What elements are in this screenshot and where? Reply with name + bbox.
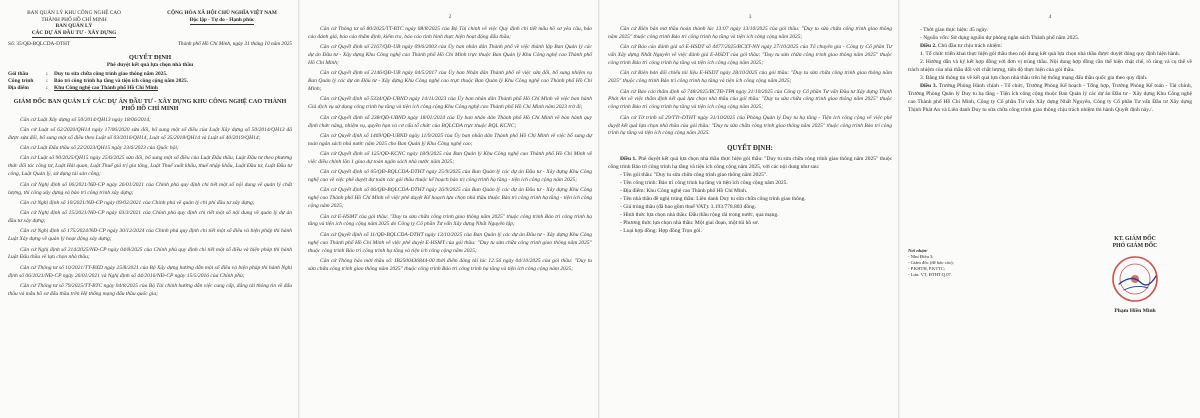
- legal-basis-item: Căn cứ Thông tư số 80/2025/TT-BTC ngày 08/8/2025 của Bộ Tài chính về việc Quy định chi tiết mẫu hồ sơ yêu cầu, báo cáo đánh giá, báo cáo thẩm định, kiểm tra, báo cáo tình hình thực hiện hoạt động đấu thầu;: [308, 26, 592, 40]
- page-number: 3: [748, 14, 752, 20]
- legal-basis-item: Căn cứ Báo cáo thẩm định số 748/2025/BCTĐ-TPA ngày 31/10/2025 của Công ty Cổ phần Tư vấn Đầu tư Xây dựng Thịnh Phát An về việc thẩm định kết quả lựa chọn nhà thầu của gói thầu: "Duy tu sửa chữa công trình giao thông năm 2025" thuộc công trình Bảo trì công trình hạ tầng và tiện ích công cộng năm 2025;: [608, 88, 892, 111]
- legal-basis-item: Căn cứ Nghị định số 10/2021/NĐ-CP ngày 09/02/2021 của Chính phủ về quản lý chi phí đầu tư xây dựng;: [20, 199, 255, 206]
- legal-basis-item: Căn cứ Luật Đấu thầu số 22/2023/QH15 ngày 23/6/2023 của Quốc hội;: [20, 145, 179, 152]
- recipients-block: [908, 248, 954, 278]
- letterhead: [8, 10, 292, 38]
- legal-basis-item: Căn cứ Quyết định số 5334/QĐ-UBND ngày 14/11/2023 của Ủy ban nhân dân Thành phố Hồ Chí Minh về việc ban hành Giá dịch vụ sử dụng công trình hạ tầng và tiện ích công cộng Khu Công nghệ cao Thành phố Hồ Chí Minh năm 2023 trở đi;: [308, 96, 592, 111]
- national-motto: Độc lập - Tự do - Hạnh phúc: [190, 17, 255, 25]
- legal-basis-item: Căn cứ Quyết định số 1469/QĐ-UBND ngày 11/9/2025 của Ủy ban nhân dân Thành phố Hồ Chí Minh về việc bố sung dự toán ngân sách nhà nước năm 2025 cho Ban Quản lý Khu Công nghệ cao;: [308, 132, 592, 147]
- meta-key: Gói thầu: [8, 70, 29, 77]
- agency-line-4: CÁC DỰ ÁN ĐẦU TƯ - XÂY DỰNG: [32, 30, 117, 38]
- article-item: - Tên gói thầu: "Duy tu sửa chữa công trình giao thông năm 2025".: [620, 171, 768, 178]
- agency-line-3: BAN QUẢN LÝ: [55, 23, 93, 30]
- article-item: 1. Tổ chức triển khai thực hiện gói thầu theo nội dung kết quả lựa chọn nhà thầu được duyệt đúng quy định hiện hành.: [920, 51, 1181, 57]
- article-label: Điều 3.: [920, 83, 937, 89]
- article-2-items: [908, 50, 1192, 82]
- legal-basis-item: Căn cứ Nghị định số 06/2021/NĐ-CP ngày 26/01/2021 của Chính phủ quy định chi tiết một số nội dung về quản lý chất lượng, thi công xây dựng và bảo trì công trình xây dựng;: [8, 181, 292, 196]
- legal-basis-item: Căn cứ Luật Xây dựng số 50/2014/QH13 ngày 18/06/2014;: [20, 116, 151, 123]
- document-page-1: [0, 0, 300, 418]
- meta-row-project: [8, 78, 292, 85]
- article-label: Điều 2.: [920, 43, 937, 49]
- meta-key: Công trình: [8, 77, 34, 84]
- document-subtitle: Phê duyệt kết quả lựa chọn nhà thầu: [106, 61, 194, 68]
- legal-basis-item: Căn cứ Quyết định số 05/QĐ-BQLCDA-DTHT ngày 25/9/2025 của Ban Quản lý các dự án Đầu tư - Xây dựng Khu Công nghệ cao về việc phê duyệt dự toán các gói thầu thuộc kế hoạch bảo trì công trình hạ tầng - tiện ích công cộng năm 2025;: [308, 169, 592, 184]
- legal-basis-item: Căn cứ Luật số 90/2025/QH15 ngày 25/6/2025 sửa đổi, bổ sung một số điều của Luật Đấu thầu, Luật Đầu tư theo phương thức đối tác công tư, Luật Hải quan, Luật Thuế giá trị gia tăng, Luật Thuế xuất khẩu, thuế nhập khẩu, Luật Đầu tư, Luật Đầu tư công, Luật Quản lý, sử dụng tài sản công;: [8, 155, 292, 178]
- decision-heading: QUYẾT ĐỊNH:: [727, 144, 773, 152]
- meta-key: Địa điểm: [8, 84, 29, 91]
- signature-block: [1080, 236, 1190, 314]
- legal-basis-item: Căn cứ Thông báo mời thầu số: IB2500436844-00 thời điểm đăng tải lúc 12:56 ngày 04/10/2025 của gói thầu: "Duy tu sửa chữa công trình giao thông năm 2025" thuộc công trình Bảo trì công trình hạ tầng và tiện ích công cộng năm 2025;: [308, 257, 592, 272]
- issuing-authority: GIÁM ĐỐC BAN QUẢN LÝ CÁC DỰ ÁN ĐẦU TƯ - XÂY DỰNG KHU CÔNG NGHỆ CAO THÀNH PHỐ HỒ CHÍ MINH: [13, 97, 287, 113]
- article-text: Phê duyệt kết quả lựa chọn nhà thầu thực hiện gói thầu: "Duy tu sửa chữa công trình giao thông năm 2025" thuộc công trình Bảo trì công trình hạ tầng và tiện ích công cộng năm 2025, với các nội dung như sau:: [608, 155, 893, 170]
- article-1-items: [608, 171, 892, 235]
- meta-colon: :: [46, 70, 48, 77]
- issuing-agency: [8, 10, 140, 38]
- legal-basis-item: Căn cứ Nghị định số 175/2024/NĐ-CP ngày 30/12/2024 của Chính phủ quy định chi tiết một số điều và biện pháp thi hành Luật Xây dựng về quản lý hoạt động xây dựng;: [8, 228, 292, 243]
- agency-line-2: THÀNH PHỐ HỒ CHÍ MINH: [41, 16, 107, 23]
- article-item: - Thời gian thực hiện: 45 ngày.: [920, 27, 988, 33]
- legal-basis-item: Căn cứ Quyết định số 125/QĐ-KCNC ngày 18/9/2025 của Ban Quản lý Khu Công nghệ cao Thành phố Hồ Chí Minh về việc điều chỉnh lần 1 giao dự toán ngân sách nhà nước năm 2025;: [308, 151, 592, 165]
- signature-title-2: PHÓ GIÁM ĐỐC: [1112, 243, 1158, 249]
- seal-icon: [1110, 254, 1160, 304]
- agency-line-1: BAN QUẢN LÝ KHU CÔNG NGHỆ CAO: [27, 10, 121, 16]
- document-number: Số: 35/QĐ-BQLCDA-DTHT: [8, 40, 71, 47]
- document-title: QUYẾT ĐỊNH: [128, 53, 172, 61]
- article-1-intro: [608, 155, 892, 171]
- recipient-item: - P.KHTH, P.KTTC;: [908, 266, 946, 271]
- package-meta: [8, 71, 292, 92]
- legal-basis-item: Căn cứ Quyết định số 2167/QĐ-UB ngày 09/6/2003 của Ủy ban nhân dân Thành phố về việc thành lập Ban Quản lý các dự án Đầu tư - Xây dựng Khu Công nghệ cao Thành phố Hồ Chí Minh trực thuộc Ban Quản lý Khu Công nghệ cao Thành phố Hồ Chí Minh;: [308, 44, 592, 67]
- legal-basis-item: Căn cứ Báo cáo đánh giá số E-HSDT số 4477/2025/BCXT-NN ngày 27/10/2025 của Tổ chuyên gia - Công ty Cổ phần Tư vấn Xây dựng Nhất Nguyên về việc đánh giá E-HSDT của gói thầu: "Duy tu sửa chữa công trình giao thông năm 2025" thuộc công trình Bảo trì công trình hạ tầng và tiện ích công cộng năm 2025;: [608, 44, 892, 67]
- article-text: Trưởng Phòng Hành chính - Tổ chức, Trưởng Phòng Kế hoạch - Tổng hợp, Trưởng Phòng Kế toán - Tài chính, Trưởng Phòng Quản lý Duy tu hạ tầng - Tiện ích công cộng thuộc Ban Quản lý các dự án Đầu tư - Xây dựng Khu Công nghệ cao Thành phố Hồ Chí Minh, Công ty Cổ phần Tư vấn Xây dựng Nhất Nguyên, Công ty Cổ phần Tư vấn Đầu tư Xây dựng Thịnh Phát An và Liên danh Duy tu sửa chữa công trình giao thông chịu trách nhiệm thi hành Quyết định này./.: [908, 83, 1193, 113]
- legal-basis-item: Căn cứ Tờ trình số 29/TTr-DTHT ngày 31/10/2025 của Phòng Quản lý Duy tu hạ tầng - Tiện ích công cộng về việc phê duyệt kết quả lựa chọn nhà thầu của gói thầu: "Duy tu sửa chữa công trình giao thông năm 2025" thuộc công trình Bảo trì công trình hạ tầng và tiện ích công cộng năm 2025.: [608, 114, 892, 137]
- recipient-item: - Như Điều 3;: [908, 254, 934, 259]
- legal-basis-item: Căn cứ Nghị định số 214/2025/NĐ-CP ngày 04/8/2025 của Chính phủ quy định chi tiết một số điều và biện pháp thi hành Luật Đấu thầu về lựa chọn nhà thầu;: [8, 246, 292, 261]
- legal-basis-list: [308, 26, 592, 276]
- article-item: 3. Đăng tải thông tin về kết quả lựa chọn nhà thầu trên hệ thống mạng đấu thầu quốc gia theo quy định.: [920, 75, 1148, 81]
- legal-basis-item: Căn cứ E-HSMT của gói thầu: "Duy tu sửa chữa công trình giao thông năm 2025" thuộc công trình Bảo trì công trình hạ tầng và tiện ích công cộng năm 2025 do Công ty Cổ phần Tư vấn Xây dựng Nhất Nguyên lập;: [308, 213, 592, 228]
- legal-basis-item: Căn cứ Quyết định số 2146/QĐ-UB ngày 04/5/2017 của Ủy ban Nhân dân Thành phố về việc sửa đổi, bổ sung nhiệm vụ Ban Quản lý các dự án Đầu tư - Xây dựng Khu Công nghệ cao trực thuộc Ban Quản lý Khu Công nghệ cao Thành phố Hồ Chí Minh;: [308, 70, 592, 93]
- nation-name: CỘNG HÒA XÃ HỘI CHỦ NGHĨA VIỆT NAM: [167, 10, 277, 16]
- official-seal: [1110, 254, 1160, 304]
- article-3: [908, 82, 1192, 114]
- article-item: - Hình thức lựa chọn nhà thầu: Đấu thầu rộng rãi trong nước, qua mạng.: [620, 211, 779, 218]
- article-1-items-continued: [908, 26, 1192, 42]
- article-item: - Giá trúng thầu (đã bao gồm thuế VAT): 3.193.778.803 đồng.: [620, 203, 757, 210]
- document-page-4: [900, 0, 1200, 418]
- document-date: Thành phố Hồ Chí Minh, ngày 31 tháng 10 năm 2025: [177, 40, 292, 47]
- legal-basis-item: Căn cứ Quyết định số 238/QĐ-UBND ngày 18/01/2024 của Ủy ban nhân dân Thành phố Hồ Chí Minh về ban hành quy định chức năng, nhiệm vụ, quyền hạn và cơ cấu tổ chức của BQLCDA trực thuộc BQL KCNC;: [308, 114, 592, 129]
- document-page-3: [600, 0, 900, 418]
- meta-colon: :: [46, 77, 48, 84]
- meta-colon: :: [46, 84, 48, 91]
- legal-basis-item: Căn cứ Biên bản mở thầu hoàn thành lúc 13:07 ngày 13/10/2025 của gói thầu: "Duy tu sửa chữa công trình giao thông năm 2025" thuộc công trình Bảo trì công trình hạ tầng và tiện ích công cộng năm 2025;: [608, 26, 892, 40]
- article-title: Chủ đầu tư chịu trách nhiệm:: [937, 43, 1003, 49]
- legal-basis-item: Căn cứ Quyết định số 11/QĐ-BQLCDA-DTHT ngày 13/10/2025 của Ban Quản lý các dự án Đầu tư - Xây dựng Khu Công nghệ cao Thành phố Hồ Chí Minh về việc phê duyệt E-HSMT của gói thầu: "Duy tu sửa chữa công trình giao thông năm 2025" thuộc công trình Bảo trì công trình hạ tầng và tiện ích công cộng năm 2025;: [308, 231, 592, 254]
- article-label: Điều 1.: [620, 155, 637, 162]
- legal-basis-list: [608, 26, 892, 141]
- legal-basis-item: Căn cứ Luật số 62/2020/QH14 ngày 17/06/2020 sửa đổi, bổ sung một số điều của Luật Xây dựng số 50/2014/QH13 đã được sửa đổi, bổ sung một số điều theo Luật số 03/2016/QH14, Luật số 35/2018/QH14 và Luật số 40/2019/QH14;: [8, 126, 292, 141]
- legal-basis-list: [8, 117, 292, 301]
- article-item: - Địa điểm: Khu Công nghệ cao Thành phố Hồ Chí Minh.: [620, 187, 748, 194]
- page-number: 4: [1048, 14, 1052, 20]
- page-number: 2: [448, 14, 452, 20]
- meta-value: Khu Công nghệ cao Thành phố Hồ Chí Minh: [54, 84, 158, 91]
- meta-value: Bảo trì công trình hạ tầng và tiện ích công cộng năm 2025.: [54, 77, 189, 84]
- document-page-2: [300, 0, 600, 418]
- article-item: 2. Hướng dẫn và ký kết hợp đồng với đơn vị trúng thầu. Nội dung hợp đồng cần thể hiện chặt chẽ, rõ ràng và cụ thể về trách nhiệm của nhà thầu đối với chất lượng, tiến độ thực hiện của gói thầu.: [908, 59, 1192, 73]
- reference-line: [8, 41, 292, 47]
- article-item: - Tên công trình: Bảo trì công trình hạ tầng và tiện ích công cộng năm 2025.: [620, 179, 788, 186]
- recipients-heading: Nơi nhận:: [908, 248, 928, 253]
- legal-basis-item: Căn cứ Quyết định số 06/QĐ-BQLCDA-DTHT ngày 26/9/2025 của Ban Quản lý các dự án Đầu tư - Xây dựng Khu Công nghệ cao Thành phố Hồ Chí Minh về việc phê duyệt Kế hoạch lựa chọn nhà thầu thuộc Bảo trì công trình hạ tầng - tiện ích công cộng năm 2025;: [308, 187, 592, 210]
- legal-basis-item: Căn cứ Thông tư số 79/2025/TT-BTC ngày 04/8/2025 của Bộ Tài chính hướng dẫn việc cung cấp, đăng tải thông tin về đấu thầu và mẫu hồ sơ đấu thầu trên Hệ thống mạng đấu thầu quốc gia;: [8, 282, 292, 297]
- article-item: - Tên nhà thầu đề nghị trúng thầu: Liên danh Duy tu sửa chữa công trình giao thông.: [620, 195, 806, 202]
- meta-value: Duy tu sửa chữa công trình giao thông năm 2025.: [54, 70, 168, 77]
- recipient-item: - Lưu: VT, ĐTHT.Q.07.: [908, 272, 952, 277]
- national-heading: [152, 10, 292, 38]
- legal-basis-item: Căn cứ Nghị định số 15/2021/NĐ-CP ngày 03/3/2021 của Chính phủ quy định chi tiết một số nội dung về quản lý dự án đầu tư xây dựng;: [8, 210, 292, 224]
- meta-row-package: [8, 71, 292, 78]
- article-item: - Loại hợp đồng: Hợp đồng Trọn gói.: [620, 227, 702, 234]
- signature-title-1: KT. GIÁM ĐỐC: [1114, 236, 1156, 242]
- legal-basis-item: Căn cứ Thông tư số 10/2021/TT-BXD ngày 25/8/2021 của Bộ Xây dựng hướng dẫn một số điều và biện pháp thi hành Nghị định số 06/2021/NĐ-CP ngày 26/01/2021 và Nghị định số 44/2016/NĐ-CP ngày 15/5/2016 của Chính phủ;: [8, 264, 292, 279]
- article-2-heading: [908, 42, 1192, 50]
- signer-name: Phạm Hiền Minh: [1114, 308, 1156, 314]
- recipient-item: - Giám đốc (để báo cáo);: [908, 260, 954, 265]
- article-item: - Nguồn vốn: Sử dụng nguồn dự phòng ngân sách Thành phố năm 2025.: [920, 35, 1080, 41]
- article-item: - Phương thức lựa chọn nhà thầu: Một giai đoạn, một túi hồ sơ.: [620, 219, 759, 226]
- legal-basis-item: Căn cứ Biên bản đối chiếu tài liệu E-HSDT ngày 28/10/2025 của gói thầu: "Duy tu sửa chữa công trình giao thông năm 2025" thuộc công trình Bảo trì công trình hạ tầng và tiện ích công cộng năm 2025;: [608, 70, 892, 85]
- meta-row-location: [8, 85, 292, 92]
